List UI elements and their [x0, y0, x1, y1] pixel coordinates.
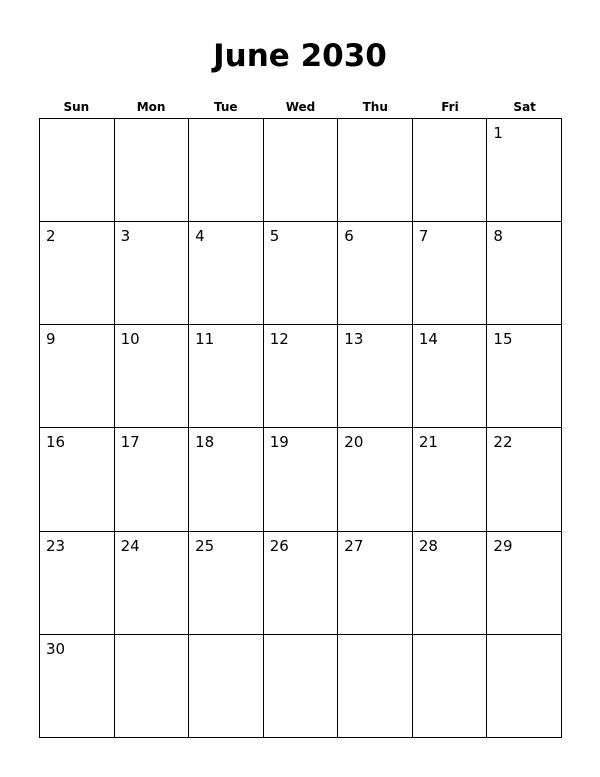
- day-cell: [264, 635, 339, 738]
- day-cell: [40, 532, 115, 635]
- day-number: 20: [344, 433, 364, 452]
- day-number: 9: [46, 330, 56, 349]
- day-cell: [413, 428, 488, 531]
- weekday-thu: Thu: [362, 100, 388, 114]
- day-cell: [338, 325, 413, 428]
- day-number: 15: [493, 330, 513, 349]
- day-number: 26: [269, 536, 289, 555]
- day-cell: [189, 635, 264, 738]
- day-cell: [40, 325, 115, 428]
- day-number: 8: [493, 227, 503, 246]
- day-number: 21: [418, 433, 438, 452]
- day-number: 2: [46, 227, 56, 246]
- day-number: 11: [195, 330, 215, 349]
- day-cell: [189, 119, 264, 222]
- day-number: 6: [344, 227, 354, 246]
- day-number: 7: [418, 227, 429, 246]
- day-cell: [40, 635, 115, 738]
- day-cell: [115, 532, 190, 635]
- day-cell: [413, 635, 488, 738]
- day-cell: [264, 222, 339, 325]
- day-cell: [115, 428, 190, 531]
- day-cell: [40, 222, 115, 325]
- day-number: 17: [120, 433, 140, 452]
- day-cell: [487, 635, 562, 738]
- weekday-tue: Tue: [214, 100, 238, 114]
- day-number: 3: [120, 227, 131, 246]
- day-cell: [413, 119, 488, 222]
- day-number: 23: [46, 536, 66, 555]
- day-cell: [413, 222, 488, 325]
- day-cell: [413, 325, 488, 428]
- day-cell: [115, 119, 190, 222]
- day-number: 25: [195, 536, 215, 555]
- day-cell: [40, 119, 115, 222]
- day-cell: [487, 222, 562, 325]
- day-number: 19: [269, 433, 289, 452]
- day-number: 14: [418, 330, 438, 349]
- weekday-sat: Sat: [513, 100, 536, 114]
- day-cell: [413, 532, 488, 635]
- day-cell: [264, 532, 339, 635]
- day-number: 16: [46, 433, 66, 452]
- calendar-grid: [39, 118, 562, 738]
- day-cell: [338, 119, 413, 222]
- day-cell: [189, 428, 264, 531]
- day-cell: [338, 222, 413, 325]
- day-cell: [115, 222, 190, 325]
- weekday-header-row: [39, 99, 562, 115]
- day-number: 24: [120, 536, 140, 555]
- day-cell: [189, 325, 264, 428]
- day-number: 13: [344, 330, 364, 349]
- weekday-mon: Mon: [136, 100, 166, 114]
- day-number: 29: [493, 536, 513, 555]
- weekday-sun: Sun: [63, 100, 90, 114]
- day-cell: [115, 325, 190, 428]
- calendar-title: June 2030: [213, 38, 387, 74]
- day-number: 27: [344, 536, 364, 555]
- day-cell: [115, 635, 190, 738]
- day-cell: [264, 428, 339, 531]
- weekday-fri: Fri: [441, 100, 459, 114]
- day-number: 4: [195, 227, 205, 246]
- day-cell: [189, 222, 264, 325]
- day-cell: [487, 325, 562, 428]
- day-number: 12: [269, 330, 289, 349]
- day-number: 10: [120, 330, 140, 349]
- day-cell: [487, 428, 562, 531]
- day-number: 18: [195, 433, 215, 452]
- day-number: 28: [418, 536, 438, 555]
- day-cell: [264, 325, 339, 428]
- day-number: 1: [493, 124, 503, 142]
- day-number: 22: [493, 433, 513, 452]
- day-cell: [487, 119, 562, 222]
- day-cell: [338, 635, 413, 738]
- day-cell: [338, 428, 413, 531]
- weekday-wed: Wed: [285, 100, 316, 114]
- day-number: 5: [269, 227, 280, 246]
- day-cell: [338, 532, 413, 635]
- day-cell: [40, 428, 115, 531]
- day-cell: [264, 119, 339, 222]
- day-cell: [487, 532, 562, 635]
- day-number: 30: [46, 639, 66, 658]
- day-cell: [189, 532, 264, 635]
